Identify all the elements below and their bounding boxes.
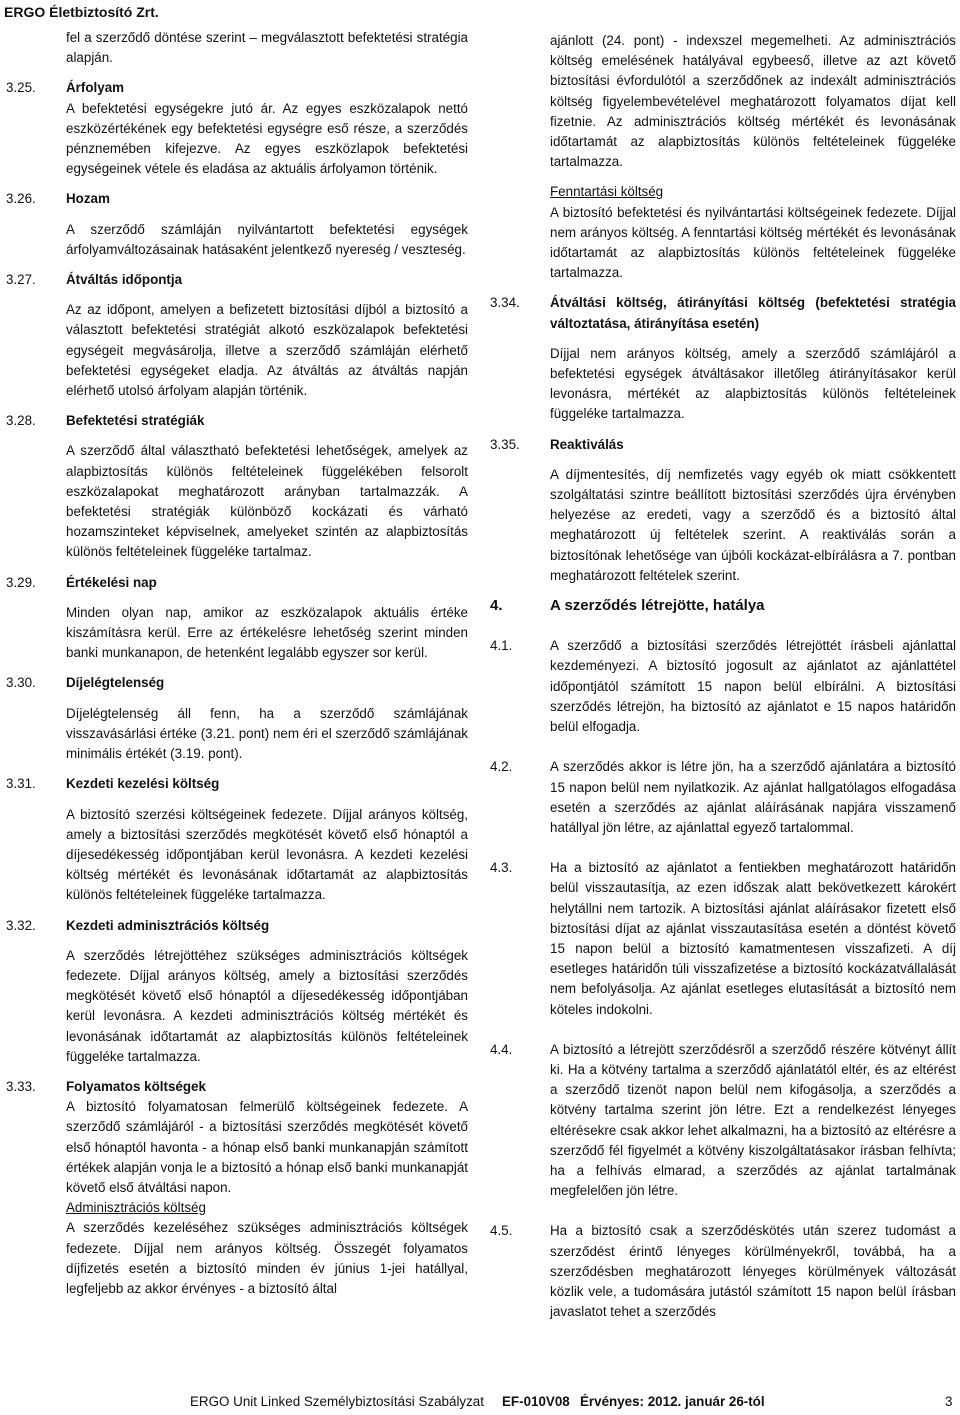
section-text: Díjelégtelenség áll fenn, ha a szerződő számlájának visszavásárlási értéke (3.21. pont) nem éri el szerződő számlájának minimális értékét (3.19. pont). (66, 705, 468, 762)
company-header: ERGO Életbiztosító Zrt. (4, 4, 159, 20)
section-title: Befektetési stratégiák (66, 413, 205, 429)
section-3-33 (6, 1077, 468, 1299)
section-number: 3.33. (6, 1078, 36, 1094)
section-title: Kezdeti adminisztrációs költség (66, 917, 270, 933)
footer-code: EF-010V08 (502, 1394, 570, 1409)
section-4 (490, 596, 956, 616)
section-text: A befektetési egységekre jutó ár. Az egyes eszközalapok nettó eszközértékének egy befektetési egységre eső része, a szerződés pénznemében kifejezve. Az egyes eszközlapok befektetési egységeinek vétele és eladása az aktuális árfolyamon történik. (66, 100, 468, 177)
section-number: 4.1. (490, 638, 513, 654)
section-text: A díjmentesítés, díj nemfizetés vagy egyéb ok miatt csökkentett szolgáltatási szintre beállított biztosítási szerződés újra érvényben helyezése az eredeti, vagy a szerződő és a biztosító által meghatározott új feltételek szerint. A reaktiválás során a biztosítónak lehetősége van újbóli kockázat-elbírálásra a 7. pontban meghatározott feltételek szerint. (550, 466, 956, 583)
continued-text: ajánlott (24. pont) - indexszel megemelheti. Az adminisztrációs költség emelésének hatályával egybeeső, illetve az azt követő biztosítási évfordulótól a szerződőnek az indexált adminisztrációs költség figyelembevételével meghatározott folyamatos díjat kell fizetnie. Az adminisztrációs költség mértékét és levonásának időtartamát az alapbiztosítás különös feltételeinek függeléke tartalmazza. (550, 33, 956, 170)
section-title: Árfolyam (66, 80, 125, 96)
section-number: 4.4. (490, 1041, 513, 1057)
subsection-text: A szerződés kezeléséhez szükséges adminisztrációs költségek fedezete. Díjjal nem arányos költség. Összegét folyamatos díjfizetés esetén a biztosító minden év június 1-jei hatállyal, legfeljebb az akkor érvényes - a biztosító által (66, 1220, 468, 1296)
section-title: Átváltás időpontja (66, 272, 183, 288)
left-column (6, 28, 468, 1299)
section-text: A biztosító szerzési költségeinek fedezete. Díjjal arányos költség, amely a biztosítási szerződés megkötését követő első hónaptól a díjesedékesség időpontjában kerül levonásra. A kezdeti kezelési költség mértékét és levonásának időtartamát az alapbiztosítás különös feltételeinek függeléke tartalmazza. (66, 806, 468, 903)
section-title: Folyamatos költségek (66, 1078, 206, 1094)
section-3-35 (490, 435, 956, 586)
section-4-2 (490, 757, 956, 838)
section-3-32 (6, 916, 468, 1067)
section-4-3 (490, 858, 956, 1020)
section-3-31 (6, 774, 468, 905)
section-number: 4.3. (490, 860, 513, 876)
subsection-text: A biztosító befektetési és nyilvántartási költségeinek fedezete. Díjjal nem arányos költség. A fenntartási költség mértékét és levonásának időtartamát az alapbiztosítás különös feltételeinek függeléke tartalmazza. (550, 204, 956, 281)
section-number: 4.2. (490, 759, 513, 775)
section-number: 3.32. (6, 917, 36, 933)
section-text: A szerződő által választható befektetési lehetőségek, amelyek az alapbiztosítás különös feltételeinek függelékében felsorolt eszközalapokat meghatározott arányban tartalmazzák. A befektetési stratégiák különböző kockázati és várható hozamszinteket képviselnek, amelyeket szintén az alapbiztosítás különös feltételeinek függeléke tartalmaz. (66, 443, 468, 560)
section-4-5 (490, 1221, 956, 1322)
section-4-4 (490, 1040, 956, 1202)
section-3-26 (6, 189, 468, 260)
section-number: 4.5. (490, 1223, 513, 1239)
section-3-27 (6, 270, 468, 401)
footer-valid-from: Érvényes: 2012. január 26-tól (580, 1394, 765, 1409)
section-3-25 (6, 78, 468, 179)
section-text: A biztosító a létrejött szerződésről a szerződő részére kötvényt állít ki. Ha a kötvény tartalma a szerződő ajánlatától eltér, és az eltérést a szerződő tizenöt napon belül nem kifogásolja, a szerződés a kötvény tartalma szerint jön létre. Ezt a rendelkezést lényeges eltérésekre csak akkor lehet alkalmazni, ha a biztosító az eltérésre a szerződő fél figyelmét a kötvény kiszolgáltatásakor írásban felhívta; ha a felhívás elmarad, a szerződés az ajánlat tartalmának megfelelően jön létre. (550, 1041, 956, 1199)
subsection-title: Adminisztrációs költség (66, 1200, 206, 1216)
section-title: Átváltási költség, átirányítási költség (befektetési stratégia változtatása, átirányítása esetén) (550, 295, 956, 331)
section-title: Reaktiválás (550, 436, 624, 452)
section-3-34 (490, 293, 956, 424)
section-number: 3.26. (6, 191, 36, 207)
section-number: 4. (490, 597, 503, 615)
section-title: Értékelési nap (66, 574, 157, 590)
section-text: A szerződés akkor is létre jön, ha a szerződő ajánlatára a biztosító 15 napon belül nem nyilatkozik. Az ajánlat hallgatólagos elfogadása esetén a szerződés az ajánlat aláírásának napjára visszamenő hatállyal jön létre, az ajánlattal egyező tartalommal. (550, 759, 956, 835)
section-3-29 (6, 573, 468, 664)
section-text: Ha a biztosító csak a szerződéskötés után szerez tudomást a szerződést érintő lényeges körülményekről, továbbá, ha a szerződésben meghatározott lényeges körülmények változását közlik vele, a tudomására jutástól számított 15 napon belül írásban javaslatot tehet a szerződés (550, 1223, 956, 1320)
section-title: Hozam (66, 191, 110, 207)
section-text: Az az időpont, amelyen a befizetett biztosítási díjból a biztosító a választott befektetési stratégiát alkotó eszközalapok befektetési egységeit megvásárolja, illetve a szerződő számláján elérhető befektetési egységeket eladja. Az átváltás az átváltás napján elérhető utolsó árfolyam alapján történik. (66, 302, 468, 399)
section-number: 3.31. (6, 776, 36, 792)
subsection-title: Fenntartási költség (550, 184, 664, 200)
section-number: 3.27. (6, 272, 36, 288)
section-title: Kezdeti kezelési költség (66, 776, 220, 792)
footer-document-name: ERGO Unit Linked Személybiztosítási Szabályzat (190, 1394, 484, 1409)
section-title: A szerződés létrejötte, hatálya (550, 597, 765, 615)
section-text: A szerződő számláján nyilvántartott befektetési egységek árfolyamváltozásainak hatásaként jelentkező nyereség / veszteség. (66, 221, 468, 257)
section-text: A szerződés létrejöttéhez szükséges adminisztrációs költségek fedezete. Díjjal arányos költség, amely a biztosítási szerződés megkötését követő első hónaptól a díjesedékesség időpontjában kerül levonásra. A kezdeti adminisztrációs költség mértékét és levonásának időtartamát az alapbiztosítás különös feltételeinek függeléke tartalmazza. (66, 947, 468, 1064)
section-number: 3.29. (6, 574, 36, 590)
section-text: Minden olyan nap, amikor az eszközalapok aktuális értéke kiszámításra kerül. Erre az értékelésre lehetőség szerint minden banki munkanapon, de hetenként legalább egyszer sor kerül. (66, 604, 468, 661)
section-3-28 (6, 411, 468, 562)
page-number: 3 (945, 1394, 953, 1409)
section-number: 3.28. (6, 413, 36, 429)
section-text: Díjjal nem arányos költség, amely a szerződő számlájáról a befektetési egységek átváltásakor illetőleg átirányításakor kerül levonásra, mértékét az alapbiztosítás különös feltételeinek függeléke tartalmazza. (550, 345, 956, 422)
page-footer (0, 1394, 960, 1414)
section-number: 3.34. (490, 295, 520, 311)
section-text: A biztosító folyamatosan felmerülő költségeinek fedezete. A szerződő számlájáról - a biztosítási szerződés megkötését követő első hónaptól havonta - a hónap első banki munkanapján számított értékek alapján vonja le a biztosító a hónap első banki munkanapját követő első átváltási napon. (66, 1099, 468, 1195)
section-title: Díjelégtelenség (66, 675, 165, 691)
intro-text: fel a szerződő döntése szerint – megválasztott befektetési stratégia alapján. (66, 30, 468, 66)
section-number: 3.25. (6, 80, 36, 96)
section-4-1 (490, 636, 956, 737)
section-3-30 (6, 673, 468, 764)
section-number: 3.35. (490, 436, 520, 452)
section-text: Ha a biztosító az ajánlatot a fentiekben meghatározott határidőn belül visszautasítja, az ezen időszak alatt bekövetkezett károkért helytállni nem tartozik. A biztosítási ajánlat aláírásakor fizetett első biztosítási díjat az ajánlat visszautasítása esetén a döntést követő 15 napon belül a biztosító kamatmentesen visszafizeti. A díj esetleges határidőn túli visszafizetése a biztosító kockázatvállalását nem befolyásolja. Az ajánlat esetleges elutasítását a biztosító nem köteles indokolni. (550, 860, 956, 1017)
right-column (490, 31, 956, 1322)
section-text: A szerződő a biztosítási szerződés létrejöttét írásbeli ajánlattal kezdeményezi. A biztosító jogosult az ajánlatot az ajánlattétel időpontjától számított 15 napon belül elbírálni. A biztosítási szerződés létrejön, ha biztosító az ajánlatot e 15 napos határidőn belül elfogadja. (550, 638, 956, 735)
section-number: 3.30. (6, 675, 36, 691)
